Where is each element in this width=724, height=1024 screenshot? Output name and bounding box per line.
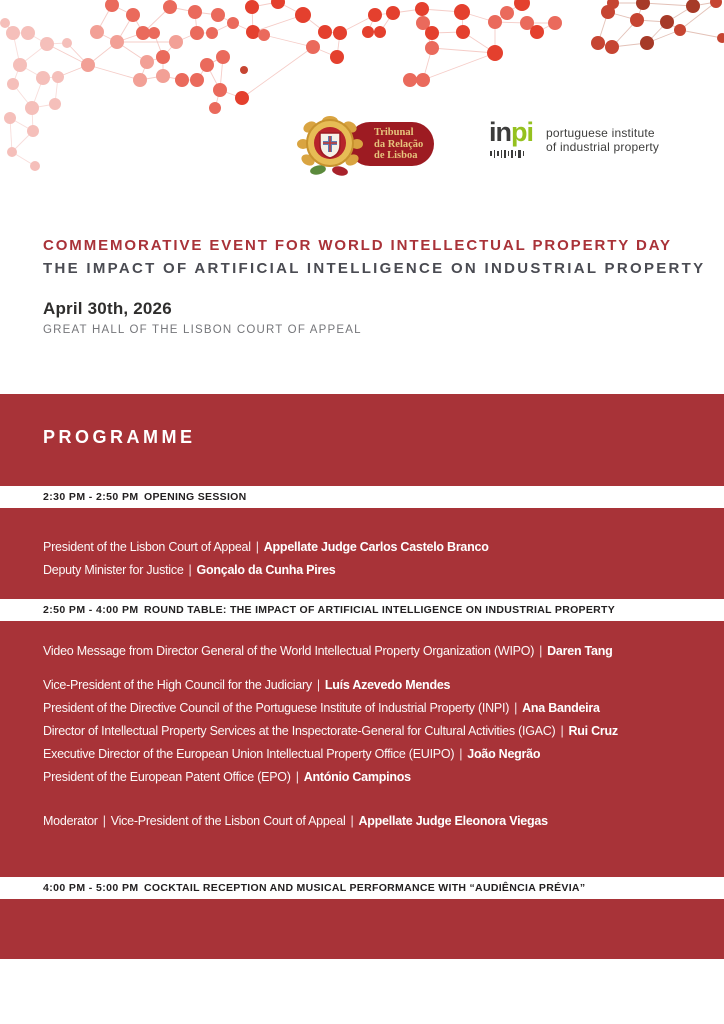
speaker-entry (43, 720, 681, 743)
moderator-name: Appellate Judge Eleonora Viegas (358, 814, 548, 828)
speaker-role: Director of Intellectual Property Services at the Inspectorate-General for Cultural Activities (IGAC) (43, 724, 556, 738)
speaker-entry (43, 674, 681, 697)
speaker-name: Luís Azevedo Mendes (324, 678, 451, 692)
programme-heading: PROGRAMME (43, 427, 196, 447)
event-subtitle: THE IMPACT OF ARTIFICIAL INTELLIGENCE ON INDUSTRIAL PROPERTY (43, 260, 706, 277)
session-bar-round-table (0, 599, 724, 621)
inpi-tagline-line: of industrial property (546, 139, 660, 154)
speaker-name: Rui Cruz (568, 724, 618, 738)
speaker-entry (43, 766, 681, 789)
speaker-entry (43, 640, 681, 663)
session-title: COCKTAIL RECEPTION AND MUSICAL PERFORMANCE WITH “AUDIÊNCIA PRÉVIA” (144, 882, 586, 894)
event-venue: GREAT HALL OF THE LISBON COURT OF APPEAL (43, 324, 362, 336)
session-time: 2:30 PM - 2:50 PM (43, 491, 139, 503)
inpi-word-dark: in (489, 117, 511, 147)
speaker-entry (43, 743, 681, 766)
separator: | (514, 701, 518, 715)
separator: | (316, 678, 320, 692)
inpi-word-green: pi (511, 117, 533, 147)
speaker-role: Executive Director of the European Union Intellectual Property Office (EUIPO) (43, 747, 455, 761)
court-of-appeal-logo (296, 113, 436, 179)
separator: | (560, 724, 564, 738)
opening-session-block (0, 508, 724, 599)
separator: | (102, 814, 106, 828)
speaker-role: Deputy Minister for Justice (43, 563, 184, 577)
moderator-entry (43, 810, 681, 833)
separator: | (255, 540, 259, 554)
speaker-name: Daren Tang (547, 644, 613, 658)
session-time: 4:00 PM - 5:00 PM (43, 882, 139, 894)
programme-heading-block (0, 394, 724, 486)
session-bar-cocktail (0, 877, 724, 899)
session-title: ROUND TABLE: THE IMPACT OF ARTIFICIAL INTELLIGENCE ON INDUSTRIAL PROPERTY (144, 604, 616, 616)
separator: | (188, 563, 192, 577)
moderator-role: Vice-President of the Lisbon Court of Appeal (110, 814, 346, 828)
speaker-role: President of the European Patent Office (EPO) (43, 770, 291, 784)
speaker-role: President of the Lisbon Court of Appeal (43, 540, 251, 554)
session-title: OPENING SESSION (144, 491, 247, 503)
footer-block (0, 899, 724, 959)
separator: | (539, 644, 543, 658)
speaker-entry (43, 536, 681, 559)
court-logo-text: Tribunal (374, 127, 414, 138)
speaker-name: Gonçalo da Cunha Pires (196, 563, 336, 577)
event-title: COMMEMORATIVE EVENT FOR WORLD INTELLECTUAL PROPERTY DAY (43, 237, 672, 254)
speaker-name: João Negrão (467, 747, 541, 761)
speaker-entry (43, 559, 681, 582)
separator: | (295, 770, 299, 784)
speaker-name: Appellate Judge Carlos Castelo Branco (263, 540, 489, 554)
round-table-block (0, 621, 724, 877)
speaker-role: Vice-President of the High Council for the Judiciary (43, 678, 312, 692)
speaker-name: António Campinos (303, 770, 411, 784)
moderator-label: Moderator (43, 814, 98, 828)
court-logo-text: da Relação (374, 138, 424, 150)
event-date: April 30th, 2026 (43, 299, 172, 318)
inpi-tagline (546, 127, 659, 154)
speaker-name: Ana Bandeira (522, 701, 600, 715)
coat-of-arms-icon (296, 113, 366, 179)
inpi-logo (489, 119, 664, 169)
speaker-entry (43, 697, 681, 720)
separator: | (350, 814, 354, 828)
inpi-barcode-icon (490, 149, 524, 158)
speaker-role: Video Message from Director General of the World Intellectual Property Organization (WIPO) (43, 644, 535, 658)
inpi-tagline-line: portuguese institute (546, 126, 655, 140)
speaker-role: President of the Directive Council of the Portuguese Institute of Industrial Property (INPI) (43, 701, 510, 715)
session-time: 2:50 PM - 4:00 PM (43, 604, 139, 616)
inpi-wordmark (489, 119, 533, 146)
session-bar-opening (0, 486, 724, 508)
separator: | (459, 747, 463, 761)
court-logo-text: de Lisboa (374, 150, 418, 161)
